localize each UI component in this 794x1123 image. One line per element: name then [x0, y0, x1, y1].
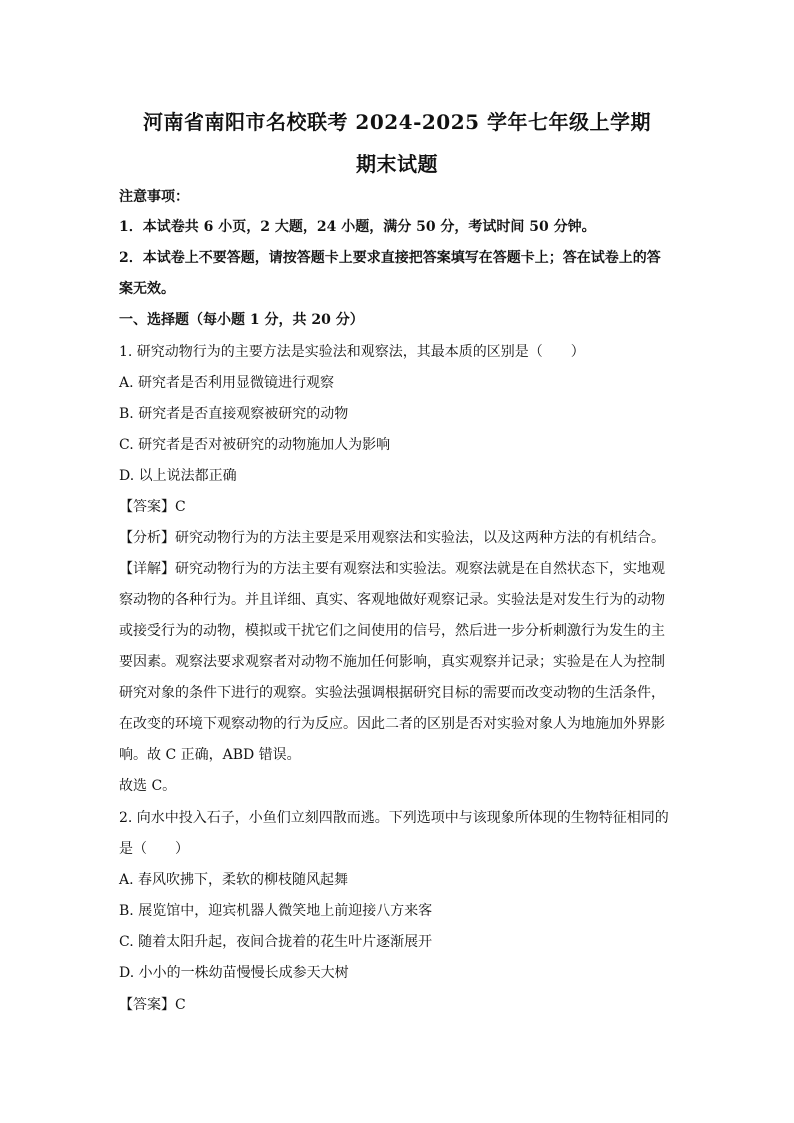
notice-heading: 注意事项：: [119, 189, 189, 205]
notice-item-1: 1．本试卷共 6 小页，2 大题，24 小题，满分 50 分，考试时间 50 分钟。: [119, 219, 596, 235]
question-1-option-b: B. 研究者是否直接观察被研究的动物: [119, 406, 349, 422]
question-1-detail-line: 响。故 C 正确，ABD 错误。: [119, 747, 301, 763]
question-1-conclusion: 故选 C。: [119, 778, 177, 794]
question-2-option-d: D. 小小的一株幼苗慢慢长成参天大树: [119, 965, 349, 981]
notice-item-2-cont: 案无效。: [119, 281, 175, 297]
section-heading: 一、选择题（每小题 1 分，共 20 分）: [119, 312, 364, 328]
question-2-stem-cont: 是（ ）: [119, 841, 189, 857]
notice-item-2: 2．本试卷上不要答题，请按答题卡上要求直接把答案填写在答题卡上；答在试卷上的答: [119, 250, 661, 266]
question-1-stem: 1. 研究动物行为的主要方法是实验法和观察法，其最本质的区别是（ ）: [119, 344, 585, 360]
question-1-detail-line: 在改变的环境下观察动物的行为反应。因此二者的区别是否对实验对象人为地施加外界影: [119, 716, 665, 732]
question-1-detail-line: 察动物的各种行为。并且详细、真实、客观地做好观察记录。实验法是对发生行为的动物: [119, 592, 665, 608]
document-subtitle: 期末试题: [356, 152, 438, 176]
question-2-option-b: B. 展览馆中，迎宾机器人微笑地上前迎接八方来客: [119, 903, 433, 919]
question-2-stem: 2. 向水中投入石子，小鱼们立刻四散而逃。下列选项中与该现象所体现的生物特征相同的: [119, 810, 669, 826]
question-2-option-c: C. 随着太阳升起，夜间合拢着的花生叶片逐渐展开: [119, 934, 433, 950]
document-title: 河南省南阳市名校联考 2024-2025 学年七年级上学期: [142, 110, 652, 134]
question-1-option-a: A. 研究者是否利用显微镜进行观察: [119, 375, 335, 391]
question-2-option-a: A. 春风吹拂下，柔软的柳枝随风起舞: [119, 872, 349, 888]
question-1-detail-line: 【详解】研究动物行为的方法主要有观察法和实验法。观察法就是在自然状态下，实地观: [119, 561, 665, 577]
question-1-option-c: C. 研究者是否对被研究的动物施加人为影响: [119, 437, 391, 453]
question-1-detail-line: 要因素。观察法要求观察者对动物不施加任何影响，真实观察并记录；实验是在人为控制: [119, 654, 665, 670]
question-1-detail-line: 或接受行为的动物，模拟或干扰它们之间使用的信号，然后进一步分析刺激行为发生的主: [119, 623, 665, 639]
question-1-detail-line: 研究对象的条件下进行的观察。实验法强调根据研究目标的需要而改变动物的生活条件，: [119, 685, 665, 701]
question-1-answer: 【答案】C: [119, 499, 186, 515]
question-1-analysis: 【分析】研究动物行为的方法主要是采用观察法和实验法，以及这两种方法的有机结合。: [119, 530, 665, 546]
question-1-option-d: D. 以上说法都正确: [119, 468, 237, 484]
question-2-answer: 【答案】C: [119, 997, 186, 1013]
